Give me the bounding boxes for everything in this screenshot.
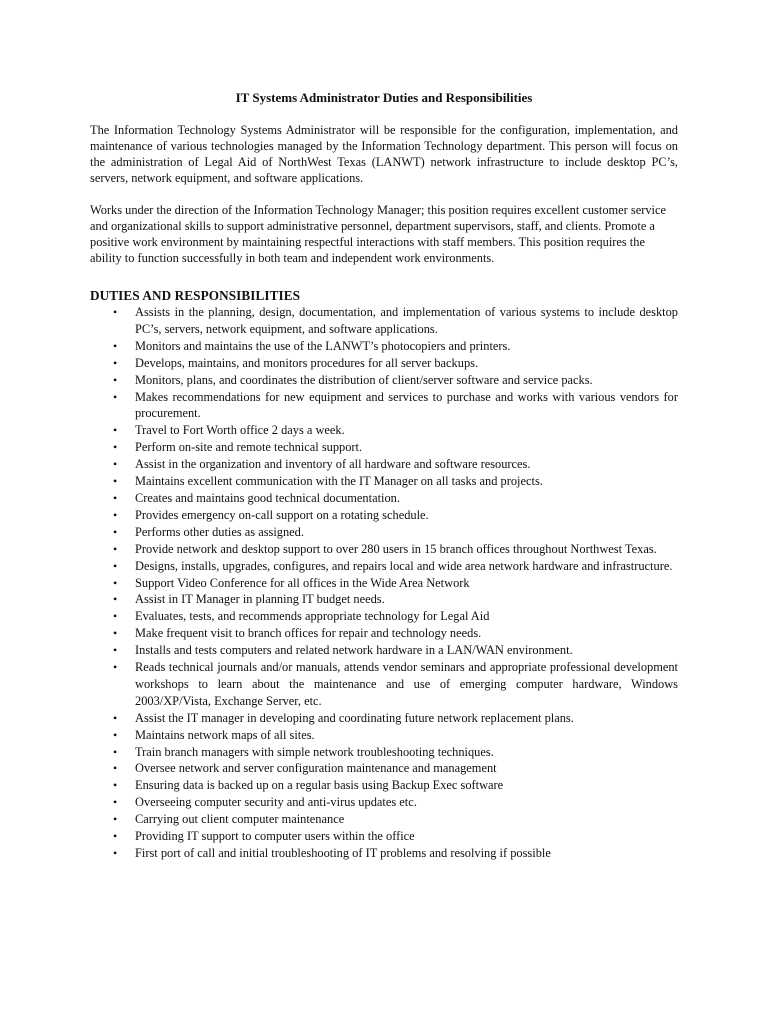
duty-text: Provide network and desktop support to over 280 users in 15 branch offices throughout Northwest Texas. xyxy=(135,541,657,556)
duty-item xyxy=(90,659,678,710)
duty-item xyxy=(90,355,678,372)
bullet-icon: • xyxy=(113,507,118,522)
duty-item xyxy=(90,727,678,744)
duty-text: Develops, maintains, and monitors procedures for all server backups. xyxy=(135,355,479,370)
duty-text: Makes recommendations for new equipment and services to purchase and works with various vendors for procurement. xyxy=(135,389,678,421)
duty-text: Perform on-site and remote technical support. xyxy=(135,440,363,455)
duty-text: Assist in IT Manager in planning IT budget needs. xyxy=(135,592,385,607)
duty-text: Train branch managers with simple network troubleshooting techniques. xyxy=(135,744,494,759)
bullet-icon: • xyxy=(113,609,118,624)
duty-text: Performs other duties as assigned. xyxy=(135,524,304,539)
bullet-icon: • xyxy=(113,558,118,573)
duty-text: Overseeing computer security and anti-virus updates etc. xyxy=(135,795,417,810)
duty-text: Assist the IT manager in developing and coordinating future network replacement plans. xyxy=(135,710,574,725)
intro-paragraph: The Information Technology Systems Administrator will be responsible for the configuration, implementation, and maintenance of various technologies managed by the Information Technology department. This person will focus on the administration of Legal Aid of NorthWest Texas (LANWT) network infrastructure to include desktop PC’s, servers, network equipment, and software applications. xyxy=(90,123,678,185)
duty-item xyxy=(90,558,678,575)
duty-text: Support Video Conference for all offices in the Wide Area Network xyxy=(135,575,470,590)
duty-item xyxy=(90,507,678,524)
bullet-icon: • xyxy=(113,423,118,438)
bullet-icon: • xyxy=(113,474,118,489)
duty-text: Reads technical journals and/or manuals, attends vendor seminars and appropriate professional development workshops to learn about the maintenance and use of emerging computer hardware, Windows 2003/XP/Vista, Exchange Server, etc. xyxy=(135,660,678,708)
duty-text: Assists in the planning, design, documentation, and implementation of various systems to include desktop PC’s, servers, network equipment, and software applications. xyxy=(135,305,678,336)
duty-item xyxy=(90,490,678,507)
bullet-icon: • xyxy=(113,660,118,675)
duty-item xyxy=(90,575,678,592)
duty-text: Creates and maintains good technical documentation. xyxy=(135,490,400,505)
duty-text: Travel to Fort Worth office 2 days a week. xyxy=(135,423,345,438)
bullet-icon: • xyxy=(113,524,118,539)
bullet-icon: • xyxy=(113,626,118,641)
duty-text: Maintains excellent communication with the IT Manager on all tasks and projects. xyxy=(135,474,543,489)
duty-text: Installs and tests computers and related network hardware in a LAN/WAN environment. xyxy=(135,643,573,658)
duty-text: Oversee network and server configuration maintenance and management xyxy=(135,761,497,776)
duty-text: Carrying out client computer maintenance xyxy=(135,812,345,827)
duty-item xyxy=(90,744,678,761)
duty-item xyxy=(90,422,678,439)
bullet-icon: • xyxy=(113,744,118,759)
duty-item xyxy=(90,642,678,659)
bullet-icon: • xyxy=(113,710,118,725)
bullet-icon: • xyxy=(113,795,118,810)
duty-item xyxy=(90,794,678,811)
duty-item xyxy=(90,591,678,608)
duty-item xyxy=(90,338,678,355)
duty-text: Ensuring data is backed up on a regular basis using Backup Exec software xyxy=(135,778,504,793)
duty-text: Maintains network maps of all sites. xyxy=(135,727,315,742)
duty-text: Evaluates, tests, and recommends appropriate technology for Legal Aid xyxy=(135,609,490,624)
bullet-icon: • xyxy=(113,440,118,455)
duty-text: Provides emergency on-call support on a rotating schedule. xyxy=(135,507,429,522)
duty-text: Make frequent visit to branch offices for repair and technology needs. xyxy=(135,626,482,641)
duty-text: Monitors and maintains the use of the LANWT’s photocopiers and printers. xyxy=(135,338,511,353)
duty-text: Monitors, plans, and coordinates the distribution of client/server software and service packs. xyxy=(135,372,593,387)
duty-text: First port of call and initial troubleshooting of IT problems and resolving if possible xyxy=(135,846,551,860)
bullet-icon: • xyxy=(113,541,118,556)
duty-item xyxy=(90,389,678,423)
duty-item xyxy=(90,608,678,625)
bullet-icon: • xyxy=(113,778,118,793)
bullet-icon: • xyxy=(113,338,118,353)
bullet-icon: • xyxy=(113,305,118,319)
bullet-icon: • xyxy=(113,389,118,404)
duty-item xyxy=(90,439,678,456)
document-title: IT Systems Administrator Duties and Responsibilities xyxy=(235,90,533,105)
bullet-icon: • xyxy=(113,457,118,472)
duty-item xyxy=(90,473,678,490)
duties-list xyxy=(90,304,678,862)
duties-heading: DUTIES AND RESPONSIBILITIES xyxy=(90,288,301,303)
bullet-icon: • xyxy=(113,643,118,658)
duty-item xyxy=(90,777,678,794)
duty-item xyxy=(90,541,678,558)
bullet-icon: • xyxy=(113,490,118,505)
document-page xyxy=(90,90,678,862)
bullet-icon: • xyxy=(113,355,118,370)
duty-item xyxy=(90,710,678,727)
second-paragraph: Works under the direction of the Information Technology Manager; this position requires excellent customer service and organizational skills to support administrative personnel, department supervisors, staff, and clients. Promote a positive work environment by maintaining respectful interactions with staff members. This position requires the ability to function successfully in both team and independent work environments. xyxy=(90,203,666,265)
bullet-icon: • xyxy=(113,846,118,860)
duty-item xyxy=(90,524,678,541)
duty-item xyxy=(90,625,678,642)
duty-text: Designs, installs, upgrades, configures, and repairs local and wide area network hardware and infrastructure. xyxy=(135,558,673,573)
duty-item xyxy=(90,304,678,338)
duty-item xyxy=(90,456,678,473)
duty-item xyxy=(90,828,678,845)
duty-item xyxy=(90,845,678,862)
bullet-icon: • xyxy=(113,575,118,590)
bullet-icon: • xyxy=(113,829,118,844)
duty-item xyxy=(90,811,678,828)
duty-item xyxy=(90,760,678,777)
bullet-icon: • xyxy=(113,372,118,387)
bullet-icon: • xyxy=(113,761,118,776)
duty-text: Assist in the organization and inventory of all hardware and software resources. xyxy=(135,457,531,472)
bullet-icon: • xyxy=(113,727,118,742)
bullet-icon: • xyxy=(113,592,118,607)
bullet-icon: • xyxy=(113,812,118,827)
duty-text: Providing IT support to computer users within the office xyxy=(135,829,415,844)
duty-item xyxy=(90,372,678,389)
